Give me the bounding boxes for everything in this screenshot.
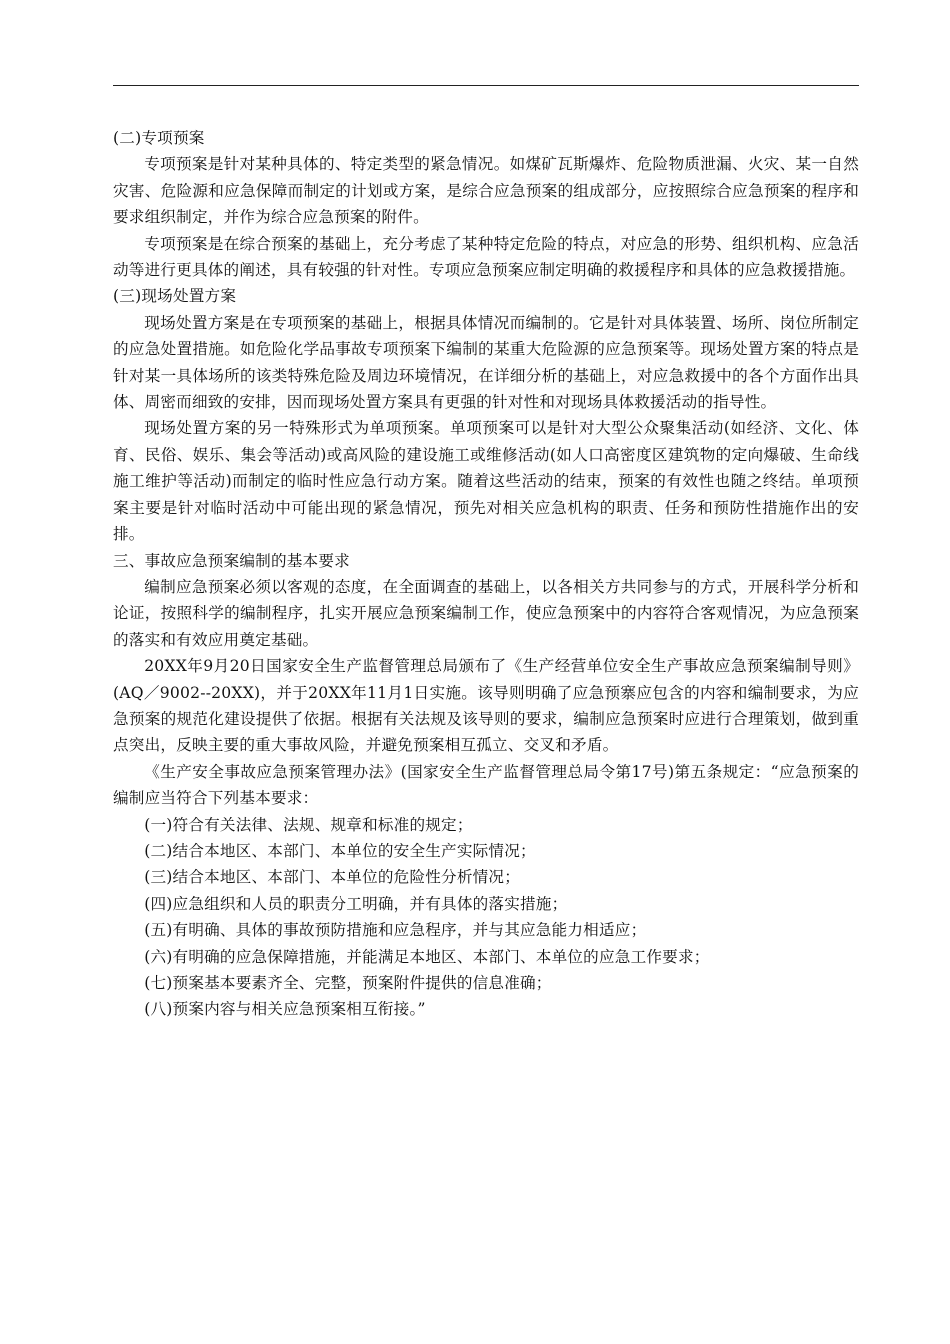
section-heading-basic-requirements: 三、事故应急预案编制的基本要求	[113, 551, 350, 570]
section-heading-onsite-plan: (三)现场处置方案	[113, 287, 237, 306]
requirement-item: (四)应急组织和人员的职责分工明确，并有具体的落实措施；	[144, 894, 568, 913]
paragraph: 编制应急预案必须以客观的态度，在全面调查的基础上，以各相关方共同参与的方式，开展科学分析和论证，按照科学的编制程序，扎实开展应急预案编制工作，使应急预案中的内容符合客观情况，为应急预案的落实和有效应用奠定基础。	[113, 577, 859, 649]
requirement-item: (七)预案基本要素齐全、完整，预案附件提供的信息准确；	[144, 974, 552, 992]
document-body	[113, 125, 859, 1023]
paragraph: 现场处置方案是在专项预案的基础上，根据具体情况而编制的。它是针对具体装置、场所、岗位所制定的应急处置措施。如危险化学品事故专项预案下编制的某重大危险源的应急预案等。现场处置方案的特点是针对某一具体场所的该类特殊危险及周边环境情况，在详细分析的基础上，对应急救援中的各个方面作出具体、周密而细致的安排，因而现场处置方案具有更强的针对性和对现场具体救援活动的指导性。	[113, 313, 859, 412]
requirement-item: (五)有明确、具体的事故预防措施和应急程序，并与其应急能力相适应；	[144, 921, 647, 940]
requirement-item: (一)符合有关法律、法规、规章和标准的规定；	[144, 815, 473, 834]
paragraph: 《生产安全事故应急预案管理办法》(国家安全生产监督管理总局令第17号)第五条规定：“应急预案的编制应当符合下列基本要求：	[113, 762, 859, 808]
header-rule	[113, 85, 859, 86]
paragraph: 现场处置方案的另一特殊形式为单项预案。单项预案可以是针对大型公众聚集活动(如经济、文化、体育、民俗、娱乐、集会等活动)或高风险的建设施工或维修活动(如人口高密度区建筑物的定向爆破、生命线施工维护等活动)而制定的临时性应急行动方案。随着这些活动的结束，预案的有效性也随之终结。单项预案主要是针对临时活动中可能出现的紧急情况，预先对相关应急机构的职责、任务和预防性措施作出的安排。	[113, 419, 859, 544]
paragraph: 专项预案是针对某种具体的、特定类型的紧急情况。如煤矿瓦斯爆炸、危险物质泄漏、火灾、某一自然灾害、危险源和应急保障而制定的计划或方案，是综合应急预案的组成部分，应按照综合应急预案的程序和要求组织制定，并作为综合应急预案的附件。	[113, 155, 859, 227]
paragraph: 20XX年9月20日国家安全生产监督管理总局颁布了《生产经营单位安全生产事故应急预案编制导则》(AQ／9002--20XX)，并于20XX年11月1日实施。该导则明确了应急预寨应包含的内容和编制要求，为应急预案的规范化建设提供了依据。根据有关法规及该导则的要求，编制应急预案时应进行合理策划，做到重点突出，反映主要的重大事故风险，并避免预案相互孤立、交叉和矛盾。	[113, 657, 859, 755]
requirement-item: (八)预案内容与相关应急预案相互衔接。”	[144, 1000, 426, 1019]
requirement-item: (六)有明确的应急保障措施，并能满足本地区、本部门、本单位的应急工作要求；	[144, 947, 710, 966]
requirement-item: (三)结合本地区、本部门、本单位的危险性分析情况；	[144, 868, 521, 887]
paragraph: 专项预案是在综合预案的基础上，充分考虑了某种特定危险的特点，对应急的形势、组织机构、应急活动等进行更具体的阐述，具有较强的针对性。专项应急预案应制定明确的救援程序和具体的应急救援措施。	[113, 234, 859, 280]
requirement-item: (二)结合本地区、本部门、本单位的安全生产实际情况；	[144, 841, 536, 860]
section-heading-special-plan: (二)专项预案	[113, 129, 205, 147]
